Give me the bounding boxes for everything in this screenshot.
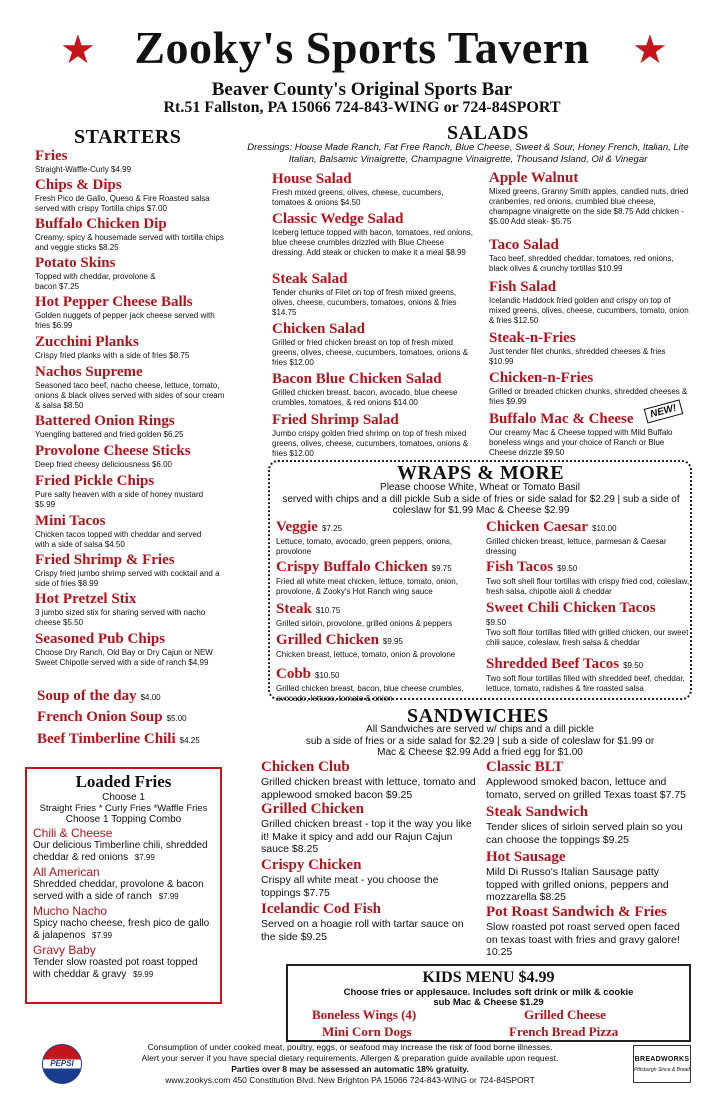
item-desc: Grilled chicken breast, lettuce, parmesan & Caesar dressing bbox=[486, 537, 667, 556]
salad-item bbox=[272, 211, 477, 258]
item-desc: Served on a hoagie roll with tartar sauce on the side $9.25 bbox=[261, 918, 464, 943]
item-price: $10.00 bbox=[592, 524, 617, 533]
item-desc: Crispy fried planks with a side of fries $8.75 bbox=[35, 351, 190, 360]
item-desc: Grilled chicken breast - top it the way you like it! Make it spicy and add our Rajun Cajun sauce $8.25 bbox=[261, 818, 472, 855]
item-price: $9.50 bbox=[623, 661, 644, 670]
item-name: Classic Wedge Salad bbox=[272, 211, 404, 227]
soup-item bbox=[37, 688, 161, 706]
star-icon-left: ★ bbox=[60, 28, 96, 72]
item-name: Fish Salad bbox=[489, 279, 557, 295]
soup-item bbox=[37, 731, 200, 749]
item-desc: Tender slow roasted pot roast topped with cheddar & gravy bbox=[33, 957, 198, 980]
address: Rt.51 Fallston, PA 15066 724-843-WING or 724-84SPORT bbox=[163, 99, 561, 116]
wraps-heading: WRAPS & MORE bbox=[397, 462, 565, 484]
item-desc: Deep fried cheesy deliciousness $6.00 bbox=[35, 460, 172, 469]
salad-item bbox=[272, 271, 477, 318]
starters-heading: STARTERS bbox=[74, 126, 182, 148]
loaded-item bbox=[33, 944, 214, 980]
item-desc: Crispy all white meat - you choose the toppings $7.75 bbox=[261, 874, 439, 899]
wrap-item bbox=[486, 559, 690, 597]
item-desc: Jumbo crispy golden fried shrimp on top of fresh mixed greens, olives, cheese, cucumbers, tomatoes, onions & fries $12.00 bbox=[272, 429, 469, 458]
item-desc: Choose Dry Ranch, Old Bay or Dry Cajun or NEW Sweet Chipotle served with a side of ranch $4.99 bbox=[35, 648, 213, 667]
item-name: Nachos Supreme bbox=[35, 364, 143, 380]
menu-item bbox=[35, 294, 227, 331]
item-desc: Grilled or fried chicken breast on top of fresh mixed greens, olives, cheese, cucumbers, tomatoes, onions & fries $12.00 bbox=[272, 338, 469, 367]
item-name: Pot Roast Sandwich & Fries bbox=[486, 904, 667, 920]
item-price: $10.75 bbox=[315, 606, 341, 615]
item-price: $9.99 bbox=[133, 969, 154, 979]
item-desc: Our delicious Timberline chili, shredded cheddar & red onions bbox=[33, 840, 208, 863]
item-name: French Onion Soup bbox=[37, 709, 163, 725]
item-name: Gravy Baby bbox=[33, 943, 96, 957]
item-desc: Mixed greens, Granny Smith apples, candied nuts, dried cranberries, red onions, crumbled blue cheese, champagne vinaigrette on the side $8.75 Add chicken - $5.00 Add steak- $5.75 bbox=[489, 187, 689, 226]
sandwiches-intro-1: All Sandwiches are served w/ chips and a dill pickle bbox=[366, 724, 594, 735]
sandwiches-intro-3: Mac & Cheese $2.99 Add a fried egg for $1.00 bbox=[377, 747, 583, 758]
wrap-item bbox=[276, 519, 481, 557]
item-desc: Creamy, spicy & housemade served with tortilla chips and veggie sticks $8.25 bbox=[35, 233, 224, 252]
item-name: Apple Walnut bbox=[489, 170, 579, 186]
page-title: Zooky's Sports Tavern bbox=[134, 22, 590, 73]
sandwich-item bbox=[486, 804, 694, 846]
menu-item bbox=[35, 177, 227, 214]
item-name: Potato Skins bbox=[35, 255, 116, 271]
salads-heading: SALADS bbox=[447, 122, 529, 144]
item-name: Chicken Club bbox=[261, 759, 350, 775]
pepsi-logo-text: PEPSI bbox=[50, 1059, 74, 1068]
salad-item bbox=[489, 370, 691, 407]
item-price: $10.50 bbox=[315, 671, 340, 680]
item-name: Hot Pretzel Stix bbox=[35, 591, 137, 607]
sandwiches-intro-2: sub a side of fries or a side salad for $2.29 | sub a side of coleslaw for $1.99 or bbox=[305, 735, 655, 747]
item-desc: Tender slices of sirloin served plain so you can choose the toppings $9.25 bbox=[486, 821, 683, 846]
breadworks-logo-text: BREADWORKS bbox=[634, 1056, 690, 1063]
item-name: Battered Onion Rings bbox=[35, 413, 175, 429]
loaded-item bbox=[33, 827, 214, 863]
footer-line-2: Alert your server if you have special dietary requirements. Allergen & preparation guide available upon request. bbox=[141, 1053, 559, 1063]
footer-line-4: www.zookys.com 450 Constitution Blvd. New Brighton PA 15066 724-843-WING or 724-84SPORT bbox=[165, 1075, 535, 1085]
loaded-fries-styles: Straight Fries * Curly Fries *Waffle Fries bbox=[39, 803, 208, 814]
item-price: $7.99 bbox=[92, 930, 113, 940]
item-name: Hot Pepper Cheese Balls bbox=[35, 294, 193, 310]
item-name: Chili & Cheese bbox=[33, 826, 113, 840]
item-name: Sweet Chili Chicken Tacos bbox=[486, 600, 656, 616]
item-desc: Spicy nacho cheese, fresh pico de gallo & jalapenos bbox=[33, 918, 210, 941]
loaded-item bbox=[33, 866, 214, 902]
item-desc: Shredded cheddar, provolone & bacon served with a side of ranch bbox=[33, 879, 204, 902]
sandwich-item bbox=[486, 759, 694, 801]
item-name: Chicken-n-Fries bbox=[489, 370, 594, 386]
item-name: Veggie bbox=[276, 519, 318, 535]
loaded-fries-heading: Loaded Fries bbox=[75, 772, 172, 791]
subtitle: Beaver County's Original Sports Bar bbox=[211, 79, 513, 100]
item-name: Steak Salad bbox=[272, 271, 348, 287]
sandwiches-heading: SANDWICHES bbox=[407, 705, 549, 727]
item-desc: Grilled sirloin, provolone, grilled onions & peppers bbox=[276, 619, 453, 628]
wraps-intro-2: served with chips and a dill pickle Sub a side of fries or side salad for $2.29 | sub a side of coleslaw for $1.99 Mac & Cheese $2.99 bbox=[282, 494, 680, 516]
item-price: $9.50 bbox=[557, 564, 578, 573]
item-name: Soup of the day bbox=[37, 688, 137, 704]
item-name: Hot Sausage bbox=[486, 849, 566, 865]
item-desc: Chicken tacos topped with cheddar and served with a side of salsa $4.50 bbox=[35, 530, 202, 549]
salad-item bbox=[272, 171, 477, 208]
item-desc: Grilled or breaded chicken chunks, shredded cheeses & fries $9.99 bbox=[489, 387, 688, 406]
item-name: Fried Shrimp Salad bbox=[272, 412, 399, 428]
menu-item bbox=[35, 473, 205, 510]
item-desc: Grilled chicken breast with lettuce, tomato and applewood smoked bacon $9.25 bbox=[261, 776, 476, 801]
item-desc: Icelandic Haddock fried golden and crispy on top of mixed greens, olives, cheese, cucumbers, tomato, onion & fries $12.50 bbox=[489, 296, 689, 325]
item-name: Chips & Dips bbox=[35, 177, 122, 193]
item-price: $7.99 bbox=[134, 852, 155, 862]
wrap-item bbox=[276, 559, 481, 597]
menu-item bbox=[35, 148, 235, 175]
item-price: $5.00 bbox=[166, 714, 187, 723]
item-desc: Applewood smoked bacon, lettuce and tomato, served on grilled Texas toast $7.75 bbox=[486, 776, 687, 801]
item-desc: Pure salty heaven with a side of honey mustard $5.99 bbox=[35, 490, 204, 509]
item-desc: Crispy fried jumbo shrimp served with cocktail and a side of fries $8.99 bbox=[35, 569, 220, 588]
item-name: Steak Sandwich bbox=[486, 804, 589, 820]
item-desc: Taco beef, shredded cheddar, tomatoes, red onions, black olives & crunchy tortillas $10.99 bbox=[489, 254, 674, 273]
item-price: $9.75 bbox=[431, 564, 452, 573]
salad-item bbox=[272, 371, 477, 408]
item-desc: Fresh mixed greens, olives, cheese, cucumbers, tomatoes & onions $4.50 bbox=[272, 188, 444, 207]
item-price: $7.99 bbox=[158, 891, 179, 901]
kids-line-1: Choose fries or applesauce. Includes soft drink or milk & cookie bbox=[343, 987, 634, 998]
wrap-item bbox=[276, 666, 481, 704]
kids-item: Grilled Cheese bbox=[524, 1007, 606, 1022]
menu-item bbox=[35, 334, 235, 361]
item-name: Zucchini Planks bbox=[35, 334, 139, 350]
soup-item bbox=[37, 709, 187, 727]
sandwiches-intro bbox=[268, 724, 692, 759]
item-name: Steak bbox=[276, 601, 312, 617]
salad-item bbox=[489, 279, 691, 326]
item-name: Chicken Caesar bbox=[486, 519, 589, 535]
item-price: $7.25 bbox=[321, 524, 342, 533]
item-name: Fish Tacos bbox=[486, 559, 554, 575]
salad-item bbox=[489, 330, 691, 367]
item-desc: Two soft shell flour tortillas with crispy fried cod, coleslaw, fresh salsa, chipotle aioli & cheddar bbox=[486, 577, 690, 596]
item-name: Steak-n-Fries bbox=[489, 330, 576, 346]
kids-heading: KIDS MENU $4.99 bbox=[422, 969, 555, 986]
item-desc: Seasoned taco beef, nacho cheese, lettuce, tomato, onions & black olives served with sides of sour cream & salsa $8.50 bbox=[35, 381, 225, 410]
footer-line-3: Parties over 8 may be assessed an automatic 18% gratuity. bbox=[231, 1064, 469, 1074]
item-name: Beef Timberline Chili bbox=[37, 731, 176, 747]
item-price: $9.95 bbox=[382, 637, 403, 646]
salad-item bbox=[272, 321, 477, 368]
sandwich-item bbox=[486, 849, 694, 904]
item-name: Fried Pickle Chips bbox=[35, 473, 155, 489]
item-desc: Just tender filet chunks, shredded cheeses & fries $10.99 bbox=[489, 347, 666, 366]
wrap-item bbox=[486, 656, 690, 694]
item-desc: Straight-Waffle-Curly $4.99 bbox=[35, 165, 132, 174]
item-name: Crispy Chicken bbox=[261, 857, 362, 873]
star-icon-right: ★ bbox=[632, 28, 668, 72]
item-name: Classic BLT bbox=[486, 759, 564, 775]
new-badge: NEW! bbox=[644, 400, 683, 424]
menu-item bbox=[35, 552, 225, 589]
salad-item bbox=[272, 412, 477, 459]
wraps-intro: Please choose White, Wheat or Tomato Basil bbox=[380, 482, 580, 493]
item-name: Grilled Chicken bbox=[261, 801, 364, 817]
item-name: Icelandic Cod Fish bbox=[261, 901, 382, 917]
sandwich-item bbox=[261, 857, 476, 899]
pepsi-logo bbox=[42, 1044, 82, 1084]
item-desc: Grilled chicken breast, bacon, avocado, blue cheese crumbles, tomatoes, & red onions $14.00 bbox=[272, 388, 458, 407]
menu-item bbox=[35, 364, 227, 411]
wrap-item bbox=[486, 600, 690, 648]
item-price: $9.50 bbox=[486, 618, 507, 627]
item-desc: Topped with cheddar, provolone & bacon $7.25 bbox=[35, 272, 156, 291]
wrap-item bbox=[486, 519, 690, 557]
item-name: Fries bbox=[35, 148, 68, 164]
item-name: Mini Tacos bbox=[35, 513, 106, 529]
item-desc: 3 jumbo sized stix for sharing served with nacho cheese $5.50 bbox=[35, 608, 206, 627]
kids-item: Mini Corn Dogs bbox=[322, 1024, 412, 1039]
menu-item bbox=[35, 591, 210, 628]
item-name: Taco Salad bbox=[489, 237, 559, 253]
item-desc: Slow roasted pot roast served open faced on texas toast with fries and gravy galore! 10.25 bbox=[486, 921, 680, 958]
item-price: $4.25 bbox=[179, 736, 200, 745]
item-desc: Chicken breast, lettuce, tomato, onion & provolone bbox=[276, 650, 456, 659]
item-name: All American bbox=[33, 865, 100, 879]
item-desc: Two soft flour tortillas filled with shredded beef, cheddar, lettuce, tomato, radishes & fire roasted salsa bbox=[486, 674, 685, 693]
wrap-item bbox=[276, 632, 481, 660]
item-name: Grilled Chicken bbox=[276, 632, 379, 648]
kids-item: Boneless Wings (4) bbox=[312, 1007, 417, 1022]
item-price: $4.00 bbox=[140, 693, 161, 702]
item-desc: Tender chunks of Filet on top of fresh mixed greens, olives, cheese, cucumbers, tomatoes, onions & fries $14.75 bbox=[272, 288, 457, 317]
item-desc: Golden nuggets of pepper jack cheese served with fries $6.99 bbox=[35, 311, 215, 330]
item-desc: Lettuce, tomato, avocado, green peppers, onions, provolone bbox=[276, 537, 453, 556]
sandwich-item bbox=[261, 901, 476, 943]
item-desc: Grilled chicken breast, bacon, blue cheese crumbles, avocado, lettuce, tomato & onion bbox=[276, 684, 464, 703]
item-name: Cobb bbox=[276, 666, 312, 682]
footer-text bbox=[100, 1042, 600, 1086]
item-name: Seasoned Pub Chips bbox=[35, 631, 166, 647]
item-desc: Two soft flour tortillas filled with grilled chicken, our sweet chili sauce, coleslaw, fresh salsa & cheddar bbox=[486, 628, 689, 647]
footer-line-1: Consumption of under cooked meat, poultry, eggs, or seafood may increase the risk of food borne illnesses. bbox=[147, 1042, 553, 1052]
item-desc: Iceberg lettuce topped with bacon, tomatoes, red onions, blue cheese crumbles drizzled with Blue Cheese dressing. Add steak or chicken to make it a meal $8.99 bbox=[272, 228, 474, 257]
item-desc: Yuengling battered and fried golden $6.25 bbox=[35, 430, 184, 439]
menu-item bbox=[35, 413, 235, 440]
item-desc: Our creamy Mac & Cheese topped with Mild Buffalo boneless wings and your choice of Ranch or Blue Cheese drizzle $9.50 bbox=[489, 428, 673, 457]
menu-item bbox=[35, 216, 227, 253]
loaded-fries-box bbox=[25, 767, 222, 1004]
item-name: Buffalo Chicken Dip bbox=[35, 216, 167, 232]
menu-item bbox=[35, 255, 175, 292]
item-name: Shredded Beef Tacos bbox=[486, 656, 620, 672]
item-name: Crispy Buffalo Chicken bbox=[276, 559, 428, 575]
loaded-fries-choose: Choose 1 bbox=[102, 792, 145, 803]
sandwich-item bbox=[261, 759, 476, 801]
sandwich-item bbox=[261, 801, 476, 856]
item-desc: Mild Di Russo's Italian Sausage patty topped with grilled onions, peppers and mozzarella $8.25 bbox=[486, 866, 669, 903]
salad-item bbox=[489, 237, 691, 274]
breadworks-logo bbox=[633, 1045, 691, 1083]
item-desc: Fresh Pico de Gallo, Queso & Fire Roasted salsa served with crispy Tortilla chips $7.00 bbox=[35, 194, 210, 213]
kids-item: French Bread Pizza bbox=[509, 1024, 619, 1039]
item-name: House Salad bbox=[272, 171, 352, 187]
menu-item bbox=[35, 513, 210, 550]
salad-item bbox=[489, 170, 691, 227]
menu-item bbox=[35, 443, 235, 470]
wrap-item bbox=[276, 601, 481, 629]
item-name: Chicken Salad bbox=[272, 321, 365, 337]
item-name: Fried Shrimp & Fries bbox=[35, 552, 175, 568]
dressings-text: Dressings: House Made Ranch, Fat Free Ranch, Blue Cheese, Sweet & Sour, Honey French, Italian, Lite Italian, Balsamic Vinaigrette, Champagne Vinaigrette, Thousand Island, Oil & Vinegar bbox=[247, 142, 689, 165]
kids-line-2: sub Mac & Cheese $1.29 bbox=[433, 997, 544, 1008]
item-name: Mucho Nacho bbox=[33, 904, 108, 918]
item-desc: Fried all white meat chicken, lettuce, tomato, onion, provolone, & Zooky's Hot Ranch wing sauce bbox=[276, 577, 458, 596]
item-name: Provolone Cheese Sticks bbox=[35, 443, 191, 459]
loaded-item bbox=[33, 905, 214, 941]
item-name: Buffalo Mac & Cheese bbox=[489, 411, 634, 427]
breadworks-logo-sub: Pittsburgh Since & Bread bbox=[634, 1067, 690, 1073]
menu-item bbox=[35, 631, 230, 668]
sandwich-item bbox=[486, 904, 694, 959]
item-name: Bacon Blue Chicken Salad bbox=[272, 371, 442, 387]
loaded-fries-combo: Choose 1 Topping Combo bbox=[65, 814, 182, 825]
